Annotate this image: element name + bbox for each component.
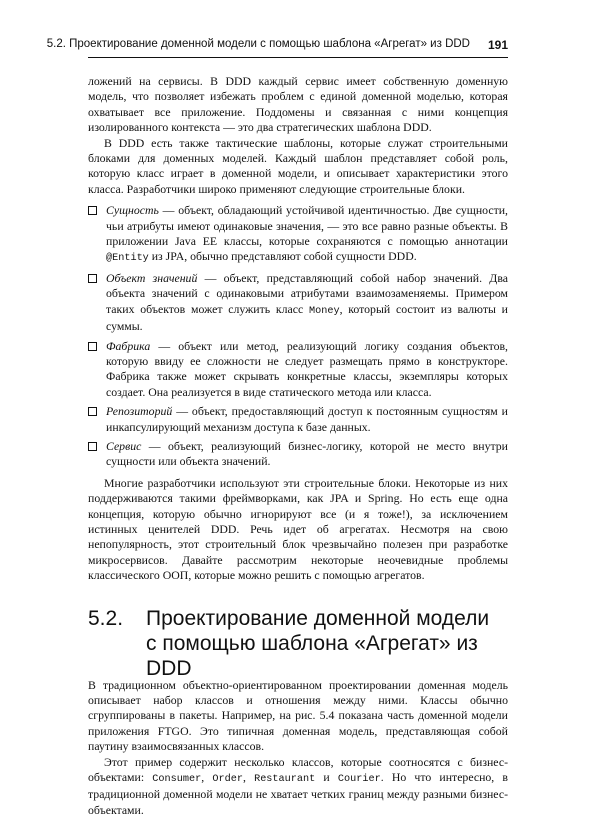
separator: , — [242, 770, 255, 785]
list-item-text: — объект, реализующий бизнес-логику, которой не место внутри сущности или объекта значений. — [106, 438, 508, 469]
list-item — [88, 404, 508, 435]
section-heading — [88, 604, 508, 680]
paragraph-3: Многие разработчики используют эти строительные блоки. Некоторые из них поддерживаются такими фреймворками, как JPA и Spring. Но есть еще одна концепция, которую обычно игнорируют все (и я тоже!), за исключением истинных ценителей DDD. Речь идет об агрегатах. Несмотря на свою непопулярность, этот строительный блок чрезвычайно полезен при разработке микросервисов. Давайте рассмотрим некоторые неочевидные проблемы классического ООП, которые можно решить с помощью агрегатов. — [88, 475, 508, 583]
code-restaurant: Restaurant — [254, 774, 316, 786]
paragraph-5 — [88, 755, 508, 818]
paragraph-5-text: . Но что интересно, в традиционной доменной модели не хватает четких границ между разными бизнес-объектами. — [88, 770, 509, 817]
term-service: Сервис — [106, 438, 142, 453]
code-entity: @Entity — [106, 253, 149, 265]
code-order: Order — [212, 774, 243, 786]
running-header — [46, 38, 508, 56]
paragraph-1: ложений на сервисы. В DDD каждый сервис имеет собственную доменную модель, что позволяет избежать проблем с единой доменной моделью, которая охватывает все приложение. Поддомены и связанная с ними концепция изолированного контекста — это два стратегических шаблона DDD. — [88, 74, 508, 135]
section-title — [146, 606, 516, 681]
list-item — [88, 203, 508, 267]
list-item-text: — объект или метод, реализующий логику создания объектов, которую ввиду ее сложности не следует размещать прямо в конструкторе. Фабрика также может скрывать конкретные классы, экземпляры которых создает. Она реализуется в виде статического метода или класса. — [106, 338, 508, 399]
code-courier: Courier — [337, 774, 381, 786]
term-factory: Фабрика — [106, 338, 151, 353]
paragraph-4: В традиционном объектно-ориентированном проектировании доменная модель описывает набор классов и отношения между ними. Классы обычно сгруппированы в пакеты. Например, на рис. 5.4 показана часть доменной модели приложения FTGO. Это типичная доменная модель, представляющая собой паутину взаимосвязанных классов. — [88, 677, 508, 754]
section-title-line-2: с помощью шаблона «Агрегат» из DDD — [146, 631, 478, 680]
list-item — [88, 339, 508, 401]
section-title-line-1: Проектирование доменной модели — [146, 606, 490, 630]
list-item — [88, 271, 508, 335]
checkbox-bullet-icon — [88, 342, 97, 351]
paragraph-2: В DDD есть также тактические шаблоны, которые служат строительными блоками для доменных моделей. Каждый шаблон представляет собой роль, которую класс играет в доменной модели, и описывает характеристики этого класса. Разработчики широко применяют следующие строительные блоки. — [88, 135, 508, 196]
checkbox-bullet-icon — [88, 206, 97, 215]
list-item-text: из JPA, обычно представляют собой сущности DDD. — [148, 249, 417, 264]
term-entity: Сущность — [106, 203, 159, 218]
building-blocks-list — [88, 203, 508, 470]
header-rule — [88, 57, 508, 58]
list-item-text: — объект, предоставляющий доступ к постоянным сущностям и инкапсулирующий механизм доступа к базе данных. — [106, 404, 508, 434]
list-item-text: — объект, представляющий собой набор значений. Два объекта значений с одинаковыми атрибутами взаимозаменяемы. Примером таких объектов может служить класс — [106, 270, 508, 316]
list-item-text: , который состоит из валюты и суммы. — [106, 301, 508, 334]
page-number: 191 — [487, 38, 508, 52]
code-money: Money — [308, 305, 340, 317]
code-consumer: Consumer — [152, 774, 202, 786]
list-item — [88, 439, 508, 470]
checkbox-bullet-icon — [88, 442, 97, 451]
separator: и — [315, 770, 338, 785]
running-header-title: 5.2. Проектирование доменной модели с помощью шаблона «Агрегат» из DDD — [46, 38, 470, 50]
paragraph-5-text: Этот пример содержит несколько классов, которые соотносятся с бизнес-объектами: — [88, 754, 508, 785]
separator: , — [201, 770, 213, 785]
list-item-text: — объект, обладающий устойчивой идентичностью. Две сущности, чьи атрибуты имеют одинаковые значения, — это все равно разные объекты. В приложении Java EE классы, которые сохраняются с помощью аннотации — [106, 203, 508, 249]
term-value-object: Объект значений — [106, 270, 198, 285]
body-text — [88, 74, 508, 818]
checkbox-bullet-icon — [88, 407, 97, 416]
checkbox-bullet-icon — [88, 274, 97, 283]
term-repository: Репозиторий — [106, 404, 173, 419]
section-number: 5.2. — [88, 606, 124, 630]
